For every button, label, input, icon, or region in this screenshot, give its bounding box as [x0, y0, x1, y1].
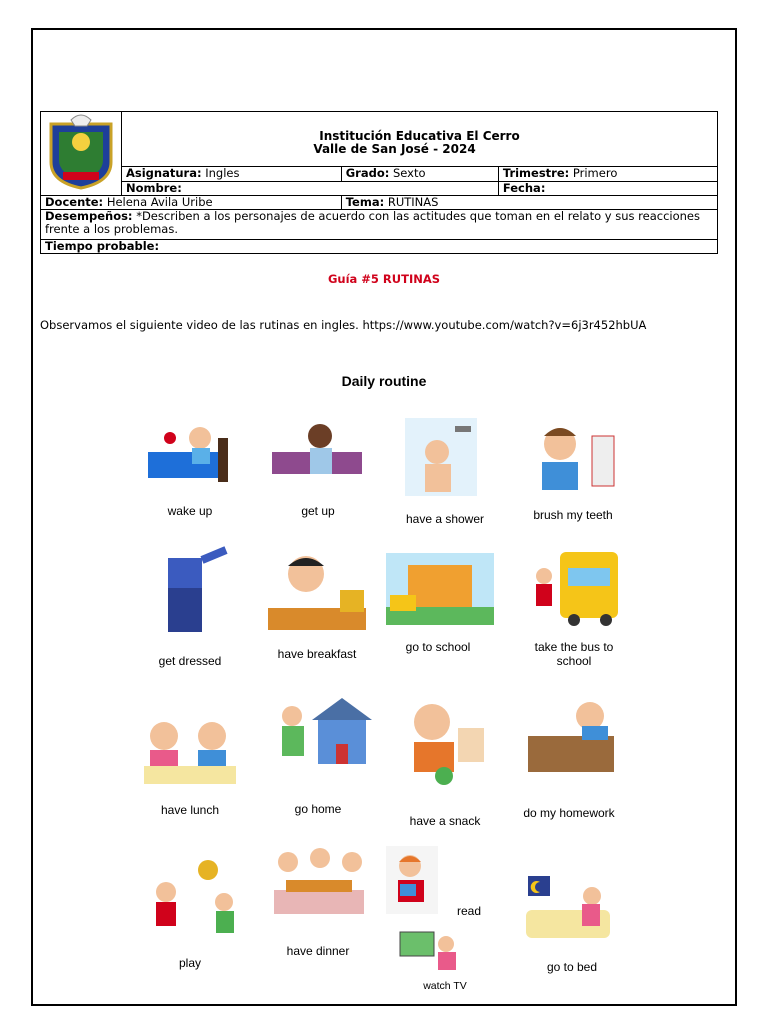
wake-up-illustration	[148, 418, 232, 488]
caption-have-lunch: have lunch	[160, 803, 220, 817]
teacher-field: Docente: Helena Avila Uribe	[41, 196, 342, 210]
caption-read: read	[456, 904, 482, 918]
routine-title: Daily routine	[341, 373, 427, 389]
caption-go-home: go home	[294, 802, 342, 816]
caption-have-a-snack: have a snack	[409, 814, 481, 828]
caption-brush-my-teeth: brush my teeth	[533, 508, 613, 522]
caption-have-a-shower: have a shower	[405, 512, 485, 526]
caption-go-to-bed: go to bed	[546, 960, 598, 974]
subject-field: Asignatura: Ingles	[122, 167, 342, 182]
go-to-bed-illustration	[522, 876, 616, 948]
brush-my-teeth-illustration	[526, 418, 618, 492]
grade-field: Grado: Sexto	[341, 167, 498, 182]
caption-do-my-homework: do my homework	[523, 806, 615, 820]
caption-watch-tv: watch TV	[423, 980, 467, 992]
have-breakfast-illustration	[268, 546, 366, 632]
institution-title: Institución Educativa El Cerro Valle de San José - 2024	[122, 112, 718, 167]
guide-title: Guía #5 RUTINAS	[327, 272, 441, 286]
watch-tv-illustration	[398, 928, 464, 974]
caption-have-breakfast: have breakfast	[277, 647, 357, 661]
caption-take-the-bus: take the bus to school	[534, 640, 614, 668]
school-logo	[41, 112, 122, 196]
header-table	[40, 111, 718, 254]
caption-go-to-school: go to school	[405, 640, 471, 654]
take-the-bus-illustration	[530, 546, 620, 626]
caption-get-dressed: get dressed	[158, 654, 222, 668]
go-home-illustration	[262, 694, 372, 790]
have-dinner-illustration	[266, 846, 370, 930]
have-a-shower-illustration	[405, 418, 477, 496]
go-to-school-illustration	[386, 553, 494, 625]
caption-have-dinner: have dinner	[286, 944, 350, 958]
caption-play: play	[178, 956, 201, 970]
play-illustration	[146, 856, 242, 942]
have-lunch-illustration	[140, 704, 240, 786]
caption-get-up: get up	[301, 504, 335, 518]
do-my-homework-illustration	[526, 696, 618, 790]
time-field: Tiempo probable:	[41, 240, 718, 254]
date-field: Fecha:	[498, 181, 717, 196]
caption-wake-up: wake up	[167, 504, 213, 518]
term-field: Trimestre: Primero	[498, 167, 717, 182]
get-up-illustration	[270, 418, 366, 488]
topic-field: Tema: RUTINAS	[341, 196, 717, 210]
get-dressed-illustration	[150, 546, 230, 638]
performance-field: Desempeños: *Describen a los personajes de acuerdo con las actitudes que toman en el relato y sus reacciones frente a los problemas.	[41, 210, 718, 240]
read-illustration	[386, 846, 438, 914]
have-a-snack-illustration	[404, 698, 486, 788]
intro-text: Observamos el siguiente video de las rutinas en ingles. https://www.youtube.com/watch?v=6j3r452hbUA	[40, 318, 647, 332]
name-field: Nombre:	[122, 181, 499, 196]
